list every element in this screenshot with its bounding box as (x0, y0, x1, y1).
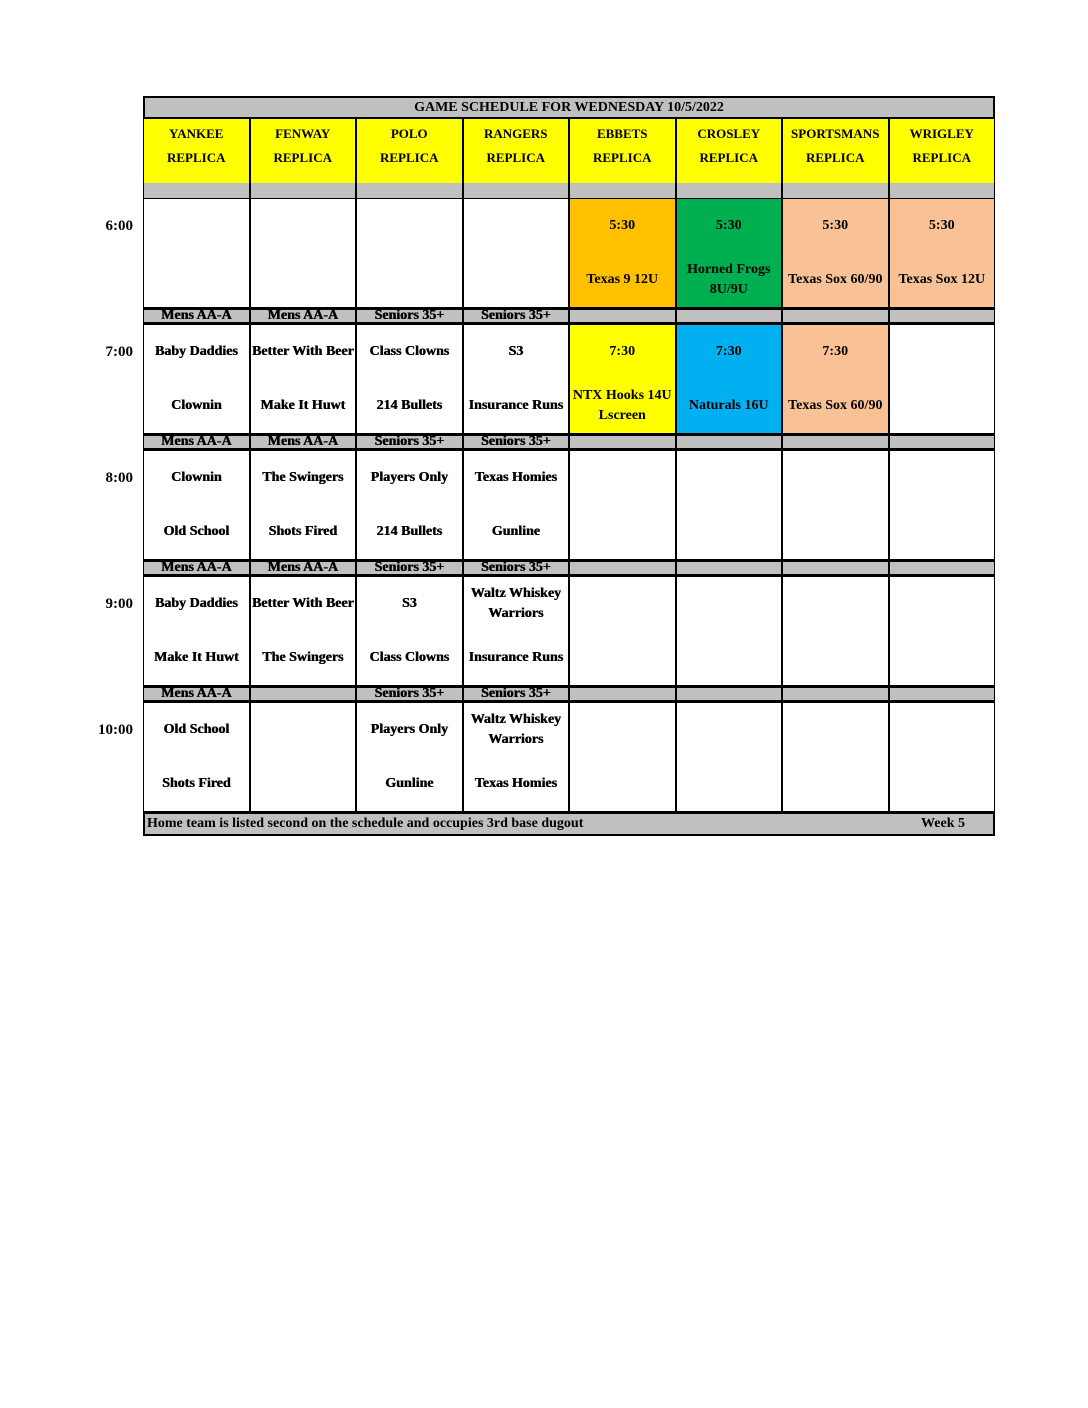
field-name: CROSLEY (697, 126, 761, 141)
division-label: Mens AA-A (250, 308, 357, 324)
game-cell (250, 576, 357, 686)
game-start-time: 5:30 (715, 218, 742, 233)
away-team (783, 703, 888, 757)
away-team: Clownin (170, 470, 222, 485)
game-cell (889, 198, 996, 308)
game-cell (143, 702, 250, 812)
home-team (783, 631, 888, 685)
game-cell (676, 324, 783, 434)
division-label (782, 308, 889, 324)
time-slot-row (143, 324, 995, 434)
gap-cell (143, 183, 250, 198)
division-label: Seniors 35+ (356, 308, 463, 324)
home-team: Insurance Runs (468, 650, 564, 665)
game-cell (463, 702, 570, 812)
time-slot-row (143, 702, 995, 812)
division-label (676, 434, 783, 450)
home-team: Clownin (170, 398, 222, 413)
division-label (676, 560, 783, 576)
away-team (890, 451, 995, 505)
away-team (783, 451, 888, 505)
game-team: NTX Hooks 14U Lscreen (572, 388, 672, 423)
away-team (251, 703, 356, 757)
field-sub: REPLICA (912, 150, 971, 165)
field-sub: REPLICA (166, 150, 226, 165)
home-team: Class Clowns (369, 650, 450, 665)
field-header-sportsmans (782, 119, 889, 183)
game-cell (676, 576, 783, 686)
division-label: Seniors 35+ (356, 686, 463, 702)
game-team: Texas 9 12U (586, 272, 659, 287)
schedule-footer (143, 812, 995, 836)
gap-cell (889, 183, 996, 198)
game-cell (782, 576, 889, 686)
home-team (890, 379, 995, 433)
home-team (357, 253, 462, 307)
home-team: Shots Fired (161, 776, 231, 791)
game-cell (569, 702, 676, 812)
field-name: WRIGLEY (909, 126, 974, 141)
game-cell (782, 198, 889, 308)
game-cell (250, 198, 357, 308)
game-cell (782, 450, 889, 560)
home-team (890, 757, 995, 811)
division-row (143, 434, 995, 450)
time-label: 9:00 (105, 596, 133, 612)
gap-cell (569, 183, 676, 198)
home-team: Old School (163, 524, 230, 539)
field-header-row (143, 119, 995, 183)
home-team (570, 505, 675, 559)
game-cell (356, 198, 463, 308)
division-row (143, 686, 995, 702)
field-header-wrigley (889, 119, 996, 183)
game-cell (569, 576, 676, 686)
game-team: Horned Frogs 8U/9U (687, 262, 771, 297)
game-cell (143, 198, 250, 308)
away-team (570, 703, 675, 757)
game-cell (356, 450, 463, 560)
field-sub: REPLICA (699, 150, 758, 165)
division-label: Mens AA-A (143, 686, 250, 702)
away-team: Baby Daddies (154, 344, 238, 359)
game-cell (782, 702, 889, 812)
division-label: Mens AA-A (250, 560, 357, 576)
time-label: 6:00 (105, 218, 133, 234)
away-team: S3 (508, 344, 524, 359)
home-team: Gunline (385, 776, 434, 791)
time-label: 7:00 (105, 344, 133, 360)
division-label (782, 434, 889, 450)
division-label (676, 308, 783, 324)
away-team: S3 (401, 596, 417, 611)
away-team (570, 577, 675, 631)
home-team (677, 505, 782, 559)
division-label (569, 686, 676, 702)
home-team (144, 253, 249, 307)
game-cell (356, 576, 463, 686)
division-label (782, 560, 889, 576)
field-name: FENWAY (275, 126, 331, 141)
gap-cell (356, 183, 463, 198)
home-team: Texas Homies (474, 776, 557, 791)
home-team (783, 757, 888, 811)
away-team: Baby Daddies (154, 596, 238, 611)
game-cell (889, 576, 996, 686)
division-label: Seniors 35+ (463, 308, 570, 324)
home-team (890, 505, 995, 559)
away-team (464, 199, 569, 253)
away-team (570, 451, 675, 505)
game-cell (889, 450, 996, 560)
away-team (677, 577, 782, 631)
field-name: SPORTSMANS (791, 126, 880, 141)
game-start-time: 7:30 (715, 344, 742, 359)
time-slot-row (143, 198, 995, 308)
home-team (251, 253, 356, 307)
away-team (144, 199, 249, 253)
division-label: Seniors 35+ (463, 560, 570, 576)
division-label: Mens AA-A (143, 308, 250, 324)
field-sub: REPLICA (273, 150, 332, 165)
home-team (783, 505, 888, 559)
away-team (357, 199, 462, 253)
game-cell (356, 702, 463, 812)
away-team: Old School (163, 722, 230, 737)
game-cell (143, 324, 250, 434)
away-team (251, 199, 356, 253)
field-sub: REPLICA (486, 150, 545, 165)
time-slot-row (143, 450, 995, 560)
field-name: YANKEE (169, 126, 224, 141)
away-team (783, 577, 888, 631)
division-label (569, 308, 676, 324)
away-team: Waltz Whiskey Warriors (470, 586, 561, 621)
away-team: Players Only (370, 470, 448, 485)
game-cell (143, 450, 250, 560)
game-start-time: 5:30 (822, 218, 849, 233)
footer-note: Home team is listed second on the schedule and occupies 3rd base dugout (147, 816, 584, 831)
game-start-time: 7:30 (822, 344, 849, 359)
division-label (676, 686, 783, 702)
game-cell (889, 324, 996, 434)
game-cell (569, 324, 676, 434)
away-team: Better With Beer (251, 596, 354, 611)
division-label: Mens AA-A (250, 434, 357, 450)
game-cell (356, 324, 463, 434)
game-team: Naturals 16U (688, 398, 769, 413)
division-label: Seniors 35+ (463, 686, 570, 702)
home-team: Shots Fired (268, 524, 338, 539)
game-start-time: 7:30 (609, 344, 636, 359)
field-header-yankee (143, 119, 250, 183)
home-team: Make It Huwt (260, 398, 346, 413)
home-team: Make It Huwt (153, 650, 239, 665)
away-team: Texas Homies (474, 470, 557, 485)
division-label (889, 308, 996, 324)
home-team (890, 631, 995, 685)
game-cell (463, 324, 570, 434)
game-cell (569, 198, 676, 308)
field-name: RANGERS (483, 126, 548, 141)
game-cell (889, 702, 996, 812)
field-header-ebbets (569, 119, 676, 183)
field-sub: REPLICA (379, 150, 439, 165)
time-label: 8:00 (105, 470, 133, 486)
away-team: Waltz Whiskey Warriors (470, 712, 561, 747)
game-team: Texas Sox 12U (898, 272, 986, 287)
field-sub: REPLICA (592, 150, 652, 165)
gap-cell (782, 183, 889, 198)
header-gap-row (143, 183, 995, 198)
division-label (569, 434, 676, 450)
field-name: POLO (390, 126, 428, 141)
home-team: The Swingers (262, 650, 344, 665)
away-team (677, 451, 782, 505)
home-team (570, 757, 675, 811)
game-cell (676, 450, 783, 560)
home-team (464, 253, 569, 307)
home-team (570, 631, 675, 685)
game-cell (463, 198, 570, 308)
game-cell (463, 450, 570, 560)
home-team (677, 757, 782, 811)
home-team: 214 Bullets (376, 524, 443, 539)
home-team (677, 631, 782, 685)
time-slot-row (143, 576, 995, 686)
away-team: Players Only (370, 722, 448, 737)
game-cell (250, 702, 357, 812)
away-team (677, 703, 782, 757)
division-label: Mens AA-A (143, 434, 250, 450)
game-cell (676, 198, 783, 308)
game-cell (782, 324, 889, 434)
field-header-crosley (676, 119, 783, 183)
division-label: Mens AA-A (143, 560, 250, 576)
division-row (143, 308, 995, 324)
game-cell (463, 576, 570, 686)
division-row (143, 560, 995, 576)
away-team (890, 577, 995, 631)
field-header-fenway (250, 119, 357, 183)
home-team: Insurance Runs (468, 398, 564, 413)
game-cell (143, 576, 250, 686)
field-name: EBBETS (596, 126, 648, 141)
away-team: Class Clowns (369, 344, 450, 359)
division-label (889, 686, 996, 702)
game-cell (250, 450, 357, 560)
division-label: Seniors 35+ (463, 434, 570, 450)
game-cell (250, 324, 357, 434)
game-start-time: 5:30 (609, 218, 636, 233)
game-team: Texas Sox 60/90 (788, 398, 883, 413)
field-sub: REPLICA (805, 150, 865, 165)
division-label: Seniors 35+ (356, 434, 463, 450)
home-team: 214 Bullets (376, 398, 443, 413)
away-team (890, 703, 995, 757)
division-label: Seniors 35+ (356, 560, 463, 576)
schedule-title: GAME SCHEDULE FOR WEDNESDAY 10/5/2022 (143, 96, 995, 119)
home-team: Gunline (491, 524, 540, 539)
gap-cell (250, 183, 357, 198)
division-label (250, 686, 357, 702)
game-start-time: 5:30 (928, 218, 955, 233)
away-team: The Swingers (262, 470, 344, 485)
game-cell (676, 702, 783, 812)
field-header-rangers (463, 119, 570, 183)
division-label (782, 686, 889, 702)
division-label (889, 434, 996, 450)
gap-cell (463, 183, 570, 198)
footer-week: Week 5 (921, 816, 965, 831)
away-team (890, 325, 995, 379)
division-label (569, 560, 676, 576)
field-header-polo (356, 119, 463, 183)
game-cell (569, 450, 676, 560)
schedule-table (143, 96, 995, 836)
division-label (889, 560, 996, 576)
home-team (251, 757, 356, 811)
game-team: Texas Sox 60/90 (788, 272, 883, 287)
time-label: 10:00 (98, 722, 133, 738)
away-team: Better With Beer (251, 344, 354, 359)
gap-cell (676, 183, 783, 198)
